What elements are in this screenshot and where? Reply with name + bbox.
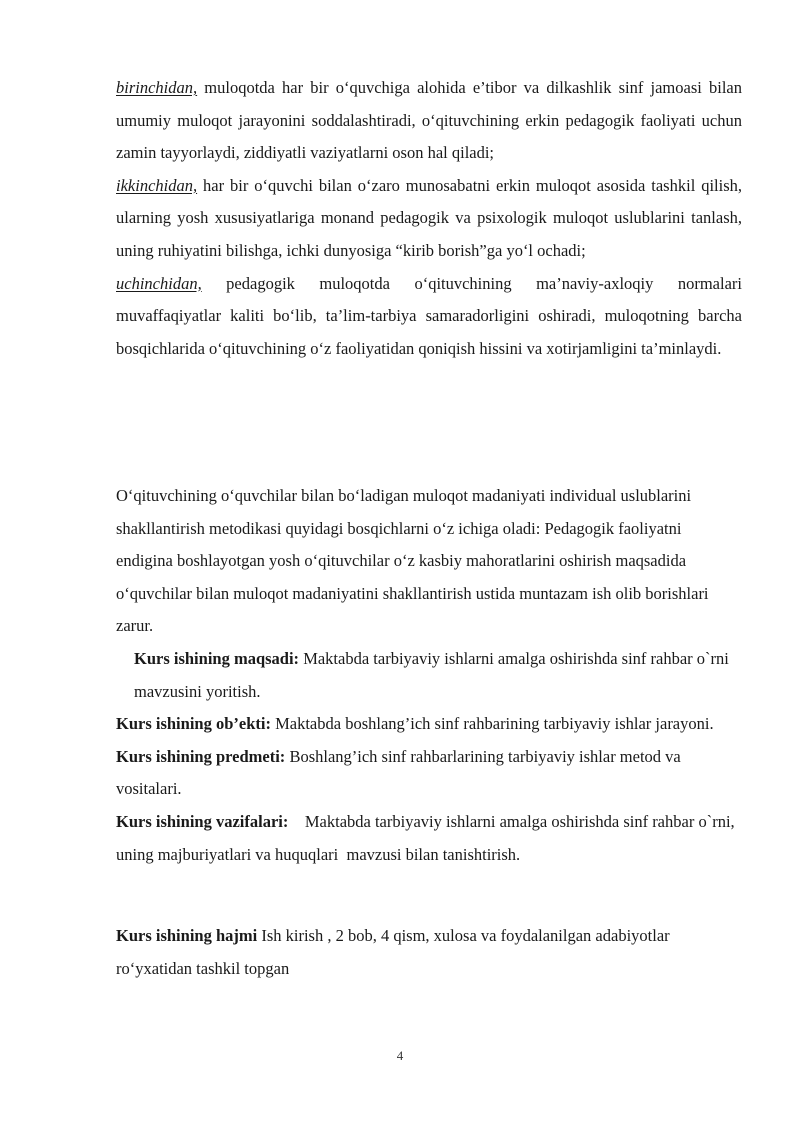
paragraph-first-text: muloqotda har bir o‘quvchiga alohida e’tibor va dilkashlik sinf jamoasi bilan umumiy muloqot jarayonini soddalashtiradi, o‘qituvchining erkin pedagogik faoliyati uchun zamin tayyorlaydi, ziddiyatli vaziyatlarni oson hal qiladi; (116, 78, 742, 163)
course-goal-label: Kurs ishining maqsadi: (134, 649, 300, 668)
methodology-paragraph (116, 480, 716, 643)
paragraph-third-text: pedagogik muloqotda o‘qituvchining ma’naviy-axloqiy normalari muvaffaqiyatlar kaliti bo‘lib, ta’lim-tarbiya samaradorligini oshiradi, muloqotning barcha bosqichlarida o‘qituvchining o‘z faoliyatidan qoniqish hissini va xotirjamligini ta’minlaydi. (116, 273, 742, 358)
lead-word-first: birinchidan, (116, 78, 198, 97)
course-object (116, 708, 746, 741)
paragraph-second (116, 170, 742, 268)
paragraph-second-text: har bir o‘quvchi bilan o‘zaro munosabatni erkin muloqot asosida tashkil qilish, ularning yosh xususiyatlariga monand pedagogik va psixologik muloqot uslublarini tanlash, uning ruhiyatini bilishga, ichki dunyosiga “kirib borish”ga yo‘l ochadi; (116, 175, 742, 260)
course-volume (116, 920, 716, 985)
paragraph-first (116, 72, 742, 170)
methodology-text: O‘qituvchining o‘quvchilar bilan bo‘ladigan muloqot madaniyati individual uslublarini shakllantirish metodikasi quyidagi bosqichlarni o‘z ichiga oladi: Pedagogik faoliyatni endigina boshlayotgan yosh o‘qituvchilar o‘z kasbiy mahoratlarini oshirish maqsadida o‘quvchilar bilan muloqot madaniyatini shakllantirish ustida muntazam ish olib borishlari zarur. (116, 486, 709, 636)
course-tasks (116, 806, 746, 871)
page-number: 4 (396, 1048, 404, 1063)
paragraph-third (116, 268, 742, 366)
course-object-label: Kurs ishining ob’ekti: (116, 714, 271, 734)
course-tasks-label: Kurs ishining vazifalari: (116, 811, 289, 831)
course-subject (116, 741, 746, 806)
course-goal-text: Maktabda tarbiyaviy ishlarni amalga oshirishda sinf rahbar o`rni mavzusini yoritish. (134, 649, 729, 701)
course-details (116, 643, 746, 871)
course-volume-label: Kurs ishining hajmi (116, 926, 258, 945)
course-subject-text: Boshlang’ich sinf rahbarlarining tarbiyaviy ishlar metod va vositalari. (116, 746, 681, 799)
enumerated-benefits (116, 72, 742, 365)
course-volume-text: Ish kirish , 2 bob, 4 qism, xulosa va foydalanilgan adabiyotlar ro‘yxatidan tashkil topgan (116, 926, 670, 978)
course-volume-paragraph (116, 920, 716, 985)
lead-word-third: uchinchidan, (116, 273, 202, 293)
course-object-text: Maktabda boshlang’ich sinf rahbarining tarbiyaviy ishlar jarayoni. (270, 714, 714, 734)
lead-word-second: ikkinchidan, (116, 175, 198, 195)
course-tasks-text: Maktabda tarbiyaviy ishlarni amalga oshirishda sinf rahbar o`rni, uning majburiyatlari va huquqlari mavzusi bilan tanishtirish. (116, 811, 739, 864)
course-subject-label: Kurs ishining predmeti: (116, 746, 286, 766)
course-goal (116, 643, 746, 708)
